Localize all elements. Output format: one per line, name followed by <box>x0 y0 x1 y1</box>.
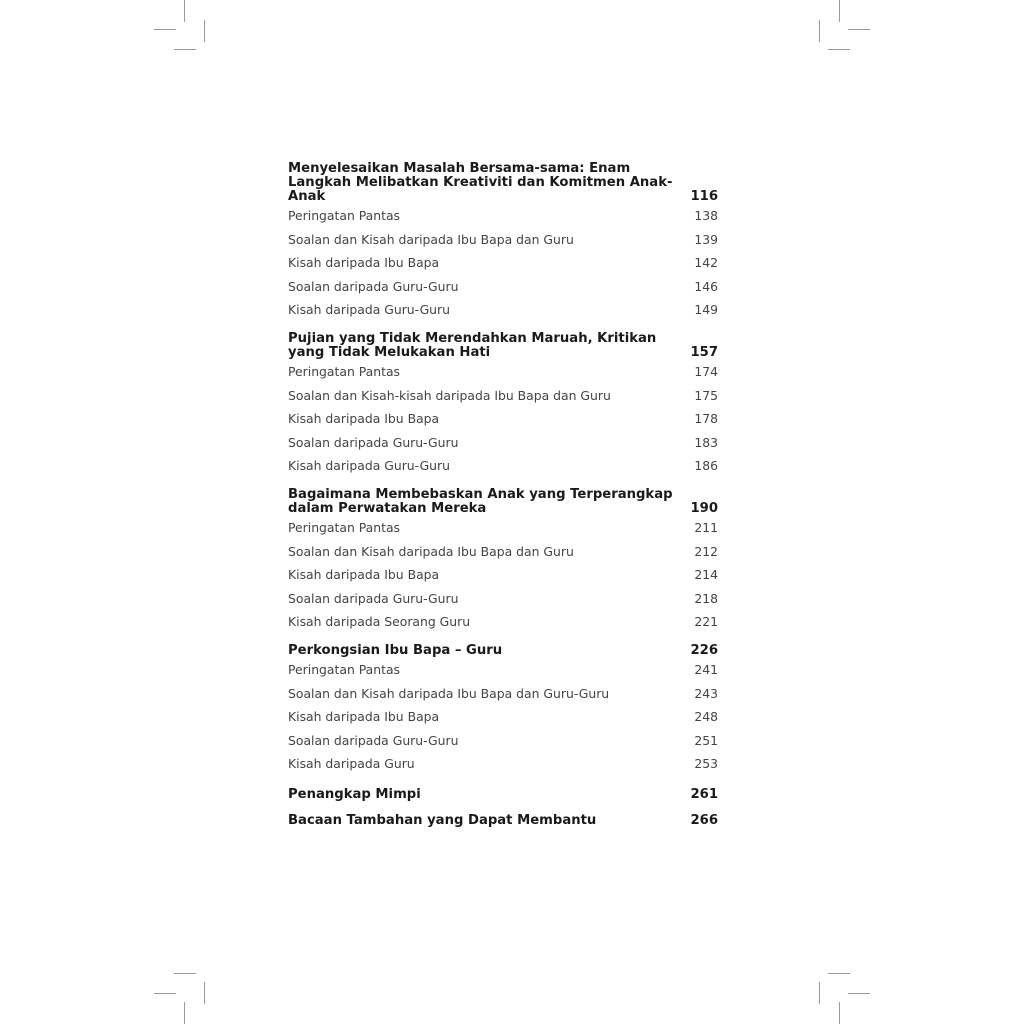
entry-title: Soalan dan Kisah-kisah daripada Ibu Bapa dan Guru <box>288 387 611 403</box>
entry-page-number: 218 <box>694 590 718 606</box>
crop-mark <box>819 982 820 1004</box>
crop-mark <box>828 973 850 974</box>
crop-mark <box>848 993 870 994</box>
entry-title: Peringatan Pantas <box>288 363 401 379</box>
entry-title: Kisah daripada Guru-Guru <box>288 458 450 474</box>
toc-entry[interactable] <box>288 658 718 682</box>
toc-chapter <box>288 644 718 776</box>
crop-mark <box>204 20 205 42</box>
toc-chapter-heading[interactable] <box>288 488 718 516</box>
toc-chapter-heading[interactable] <box>288 332 718 360</box>
toc-entry[interactable] <box>288 752 718 776</box>
entry-title: Kisah daripada Seorang Guru <box>288 614 471 630</box>
crop-mark <box>154 993 176 994</box>
crop-mark <box>174 49 196 50</box>
entry-page-number: 178 <box>694 411 718 427</box>
chapter-page-number: 190 <box>690 500 718 516</box>
toc-entry[interactable] <box>288 275 718 299</box>
entry-page-number: 248 <box>694 709 718 725</box>
toc-entry[interactable] <box>288 407 718 431</box>
crop-mark <box>174 973 196 974</box>
entry-page-number: 139 <box>694 231 718 247</box>
entry-title: Kisah daripada Ibu Bapa <box>288 567 440 583</box>
toc-chapter-heading[interactable] <box>288 162 718 204</box>
toc-entry[interactable] <box>288 610 718 634</box>
toc-entry[interactable] <box>288 729 718 753</box>
chapter-page-number: 116 <box>690 189 718 204</box>
toc-entry[interactable] <box>288 384 718 408</box>
chapter-title: Bagaimana Membebaskan Anak yang Terperangkap dalam Perwatakan Mereka <box>288 486 673 516</box>
toc-entry[interactable] <box>288 682 718 706</box>
crop-mark <box>839 1002 840 1024</box>
entry-title: Soalan dan Kisah daripada Ibu Bapa dan Guru-Guru <box>288 685 610 701</box>
entry-page-number: 146 <box>694 278 718 294</box>
entry-page-number: 251 <box>694 732 718 748</box>
entry-title: Soalan daripada Guru-Guru <box>288 590 459 606</box>
toc-entry[interactable] <box>288 516 718 540</box>
chapter-title: Menyelesaikan Masalah Bersama-sama: Enam Langkah Melibatkan Kreativiti dan Komitmen Anak-Anak <box>288 161 673 204</box>
chapter-page-number: 157 <box>690 344 718 360</box>
crop-mark <box>819 20 820 42</box>
entry-page-number: 243 <box>694 685 718 701</box>
chapter-title: Pujian yang Tidak Merendahkan Maruah, Kritikan yang Tidak Melukakan Hati <box>288 330 657 360</box>
entry-page-number: 183 <box>694 434 718 450</box>
toc-entry[interactable] <box>288 563 718 587</box>
crop-mark <box>184 0 185 22</box>
chapter-page-number: 266 <box>690 812 718 828</box>
toc-entry[interactable] <box>288 228 718 252</box>
toc-entry[interactable] <box>288 587 718 611</box>
toc-chapter <box>288 332 718 478</box>
toc-entry[interactable] <box>288 454 718 478</box>
entry-page-number: 138 <box>694 208 718 223</box>
toc-entry[interactable] <box>288 360 718 384</box>
toc-chapter <box>288 814 718 828</box>
entry-title: Soalan dan Kisah daripada Ibu Bapa dan Guru <box>288 543 574 559</box>
toc-entry[interactable] <box>288 204 718 228</box>
chapter-title: Perkongsian Ibu Bapa – Guru <box>288 642 503 658</box>
entry-page-number: 211 <box>694 519 718 535</box>
toc-entry[interactable] <box>288 540 718 564</box>
table-of-contents <box>288 162 718 828</box>
chapter-page-number: 226 <box>690 642 718 658</box>
entry-title: Soalan daripada Guru-Guru <box>288 732 459 748</box>
toc-entry[interactable] <box>288 705 718 729</box>
crop-mark <box>848 29 870 30</box>
entry-title: Kisah daripada Ibu Bapa <box>288 255 440 271</box>
entry-title: Kisah daripada Ibu Bapa <box>288 709 440 725</box>
entry-page-number: 175 <box>694 387 718 403</box>
toc-chapter <box>288 788 718 802</box>
entry-page-number: 142 <box>694 255 718 271</box>
crop-mark <box>154 29 176 30</box>
toc-chapter-heading[interactable] <box>288 644 718 658</box>
entry-title: Kisah daripada Ibu Bapa <box>288 411 440 427</box>
entry-title: Peringatan Pantas <box>288 519 401 535</box>
toc-chapter <box>288 162 718 322</box>
entry-title: Peringatan Pantas <box>288 208 401 223</box>
entry-page-number: 149 <box>694 302 718 318</box>
entry-page-number: 212 <box>694 543 718 559</box>
crop-mark <box>204 982 205 1004</box>
toc-chapter-heading[interactable] <box>288 788 718 802</box>
entry-page-number: 186 <box>694 458 718 474</box>
entry-page-number: 214 <box>694 567 718 583</box>
crop-mark <box>184 1002 185 1024</box>
toc-entry[interactable] <box>288 431 718 455</box>
entry-page-number: 221 <box>694 614 718 630</box>
crop-mark <box>839 0 840 22</box>
entry-title: Kisah daripada Guru <box>288 756 415 772</box>
chapter-title: Penangkap Mimpi <box>288 786 421 802</box>
toc-chapter-heading[interactable] <box>288 814 718 828</box>
entry-title: Soalan dan Kisah daripada Ibu Bapa dan Guru <box>288 231 574 247</box>
entry-page-number: 241 <box>694 661 718 677</box>
entry-title: Soalan daripada Guru-Guru <box>288 278 459 294</box>
entry-title: Kisah daripada Guru-Guru <box>288 302 450 318</box>
toc-chapter <box>288 488 718 634</box>
chapter-title: Bacaan Tambahan yang Dapat Membantu <box>288 812 597 828</box>
entry-title: Soalan daripada Guru-Guru <box>288 434 459 450</box>
entry-title: Peringatan Pantas <box>288 661 401 677</box>
toc-entry[interactable] <box>288 298 718 322</box>
toc-entry[interactable] <box>288 251 718 275</box>
crop-mark <box>828 49 850 50</box>
chapter-page-number: 261 <box>690 786 718 802</box>
entry-page-number: 253 <box>694 756 718 772</box>
entry-page-number: 174 <box>694 363 718 379</box>
